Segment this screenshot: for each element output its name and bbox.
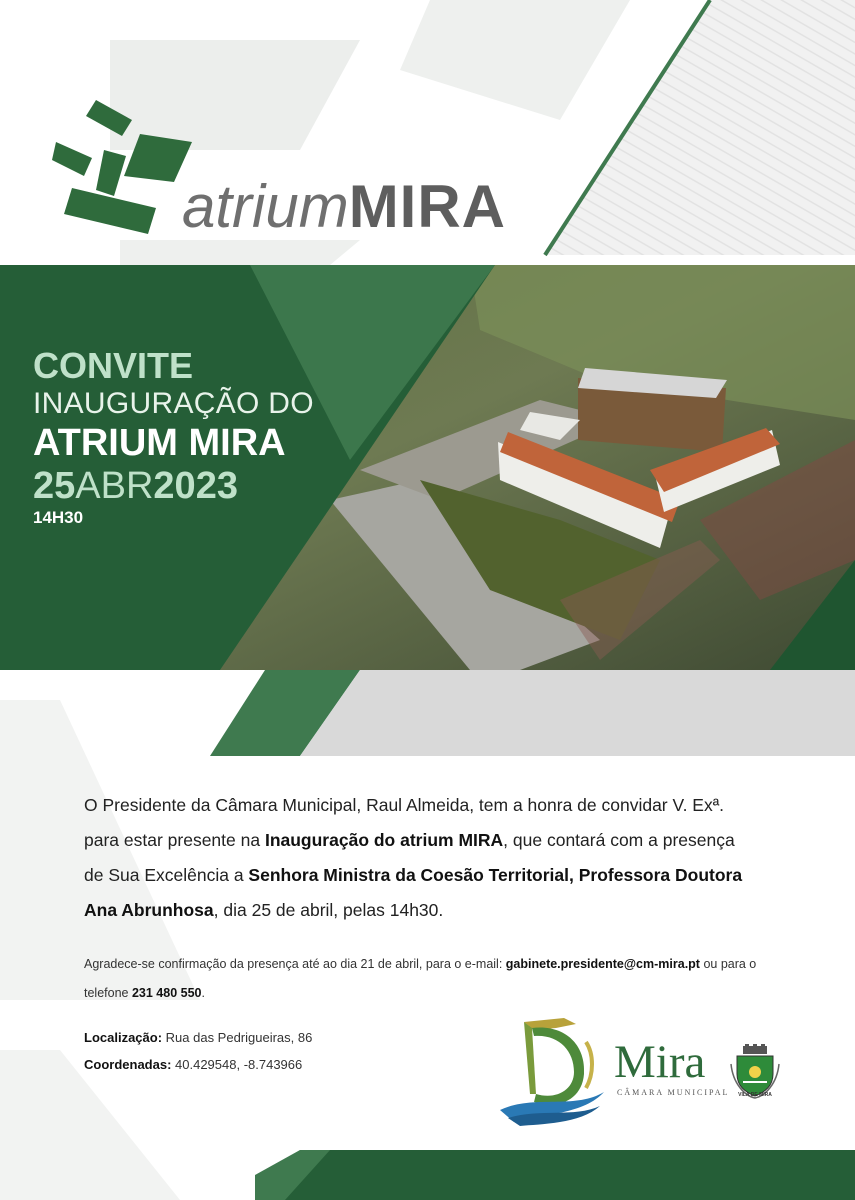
location-block [84,1024,312,1078]
event-name: Inauguração do atrium MIRA [264,830,504,850]
text-span: ou para o telefone [84,957,757,1000]
mira-subtitle: CÂMARA MUNICIPAL [617,1088,730,1097]
date-year: 2023 [153,465,238,507]
wordmark-light: atrium [182,173,349,240]
text-span: , que contará com a presença [503,830,735,850]
date-day: 25 [33,465,76,507]
text-span: , dia 25 de abril, pelas 14h30. [213,900,444,920]
mira-municipal-logo-icon [494,1014,614,1126]
rsvp-text [84,950,804,1008]
atrium-logo-icon [52,96,198,242]
headline-convite: CONVITE [33,345,194,386]
date-month: ABR [75,465,154,507]
coordinates-label: Coordenadas: [84,1057,172,1072]
guest-title: Senhora Ministra da Coesão Territorial, Professora Doutora [248,865,743,885]
invite-line-4 [84,893,804,928]
wordmark-bold: MIRA [348,173,507,240]
coordinates-line [84,1051,312,1078]
invite-line-3 [84,858,804,893]
invite-line-1: O Presidente da Câmara Municipal, Raul Almeida, tem a honra de convidar V. Exª. [84,795,725,815]
strip-gray [300,670,855,756]
headline-block [33,346,314,528]
headline-inauguracao: INAUGURAÇÃO DO [33,387,314,420]
invitation-text [84,788,804,928]
footer-green-bar [255,1150,855,1200]
coordinates-value: 40.429548, -8.743966 [171,1057,303,1072]
guest-name: Ana Abrunhosa [84,900,214,920]
location-value: Rua das Pedrigueiras, 86 [162,1030,313,1045]
headline-date [33,464,314,508]
bg-band [120,240,360,265]
text-span: Agradece-se confirmação da presença até ao dia 21 de abril, para o e-mail: [84,957,506,971]
rsvp-phone[interactable]: 231 480 550 [131,986,202,1000]
mira-wordmark: Mira [614,1036,706,1088]
invite-line-2 [84,823,804,858]
text-span: . [201,986,205,1000]
headline-time: 14H30 [33,508,84,527]
text-span: para estar presente na [84,830,265,850]
headline-atrium: ATRIUM MIRA [33,422,286,464]
location-line [84,1024,312,1051]
atrium-mira-wordmark [182,172,506,242]
bg-band [400,0,630,120]
text-span: de Sua Excelência a [84,865,249,885]
rsvp-email-link[interactable]: gabinete.presidente@cm-mira.pt [505,957,700,971]
crest-label: VILA DE MIRA [738,1092,772,1098]
location-label: Localização: [84,1030,163,1045]
